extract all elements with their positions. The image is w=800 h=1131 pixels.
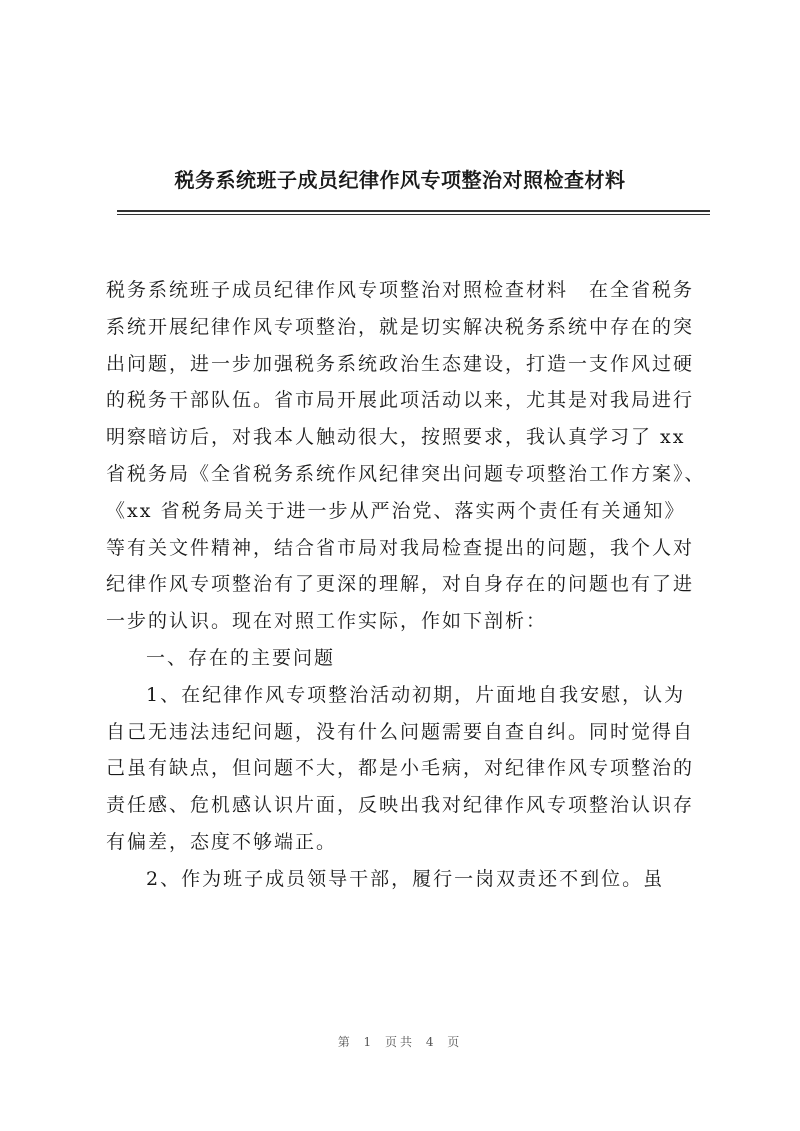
body-line: 明察暗访后，对我本人触动很大，按照要求，我认真学习了 xx bbox=[106, 426, 686, 449]
body-line: 等有关文件精神，结合省市局对我局检查提出的问题，我个人对 bbox=[106, 536, 695, 559]
body-line: 己虽有缺点，但问题不大，都是小毛病，对纪律作风专项整治的 bbox=[106, 757, 695, 780]
body-line: 自己无违法违纪问题，没有什么问题需要自查自纠。同时觉得自 bbox=[106, 720, 695, 743]
body-line: 税务系统班子成员纪律作风专项整治对照检查材料 在全省税务 bbox=[106, 279, 695, 301]
body-line: 省税务局《全省税务系统作风纪律突出问题专项整治工作方案》、 bbox=[106, 462, 706, 485]
body-line: 责任感、危机感认识片面，反映出我对纪律作风专项整治认识存 bbox=[106, 794, 695, 817]
body-line: 纪律作风专项整治有了更深的理解，对自身存在的问题也有了进 bbox=[106, 573, 695, 596]
page-number: 第 1 页共 4 页 bbox=[337, 1035, 463, 1049]
document-body bbox=[106, 272, 706, 898]
body-line: 的税务干部队伍。省市局开展此项活动以来，尤其是对我局进行 bbox=[106, 389, 695, 412]
body-line: 有偏差，态度不够端正。 bbox=[106, 830, 338, 853]
body-line: 1、在纪律作风专项整治活动初期，片面地自我安慰，认为 bbox=[146, 683, 686, 706]
body-line: 2、作为班子成员领导干部，履行一岗双责还不到位。虽 bbox=[146, 867, 665, 890]
title-underline-thin bbox=[117, 214, 710, 215]
body-line: 《xx 省税务局关于进一步从严治党、落实两个责任有关通知》 bbox=[106, 499, 686, 522]
body-line: 系统开展纪律作风专项整治，就是切实解决税务系统中存在的突 bbox=[106, 315, 695, 338]
body-line: 出问题，进一步加强税务系统政治生态建设，打造一支作风过硬 bbox=[106, 352, 695, 375]
section-heading: 一、存在的主要问题 bbox=[146, 646, 336, 669]
document-title: 税务系统班子成员纪律作风专项整治对照检查材料 bbox=[174, 168, 626, 192]
body-line: 一步的认识。现在对照工作实际，作如下剖析： bbox=[106, 610, 548, 633]
title-underline bbox=[117, 210, 710, 212]
